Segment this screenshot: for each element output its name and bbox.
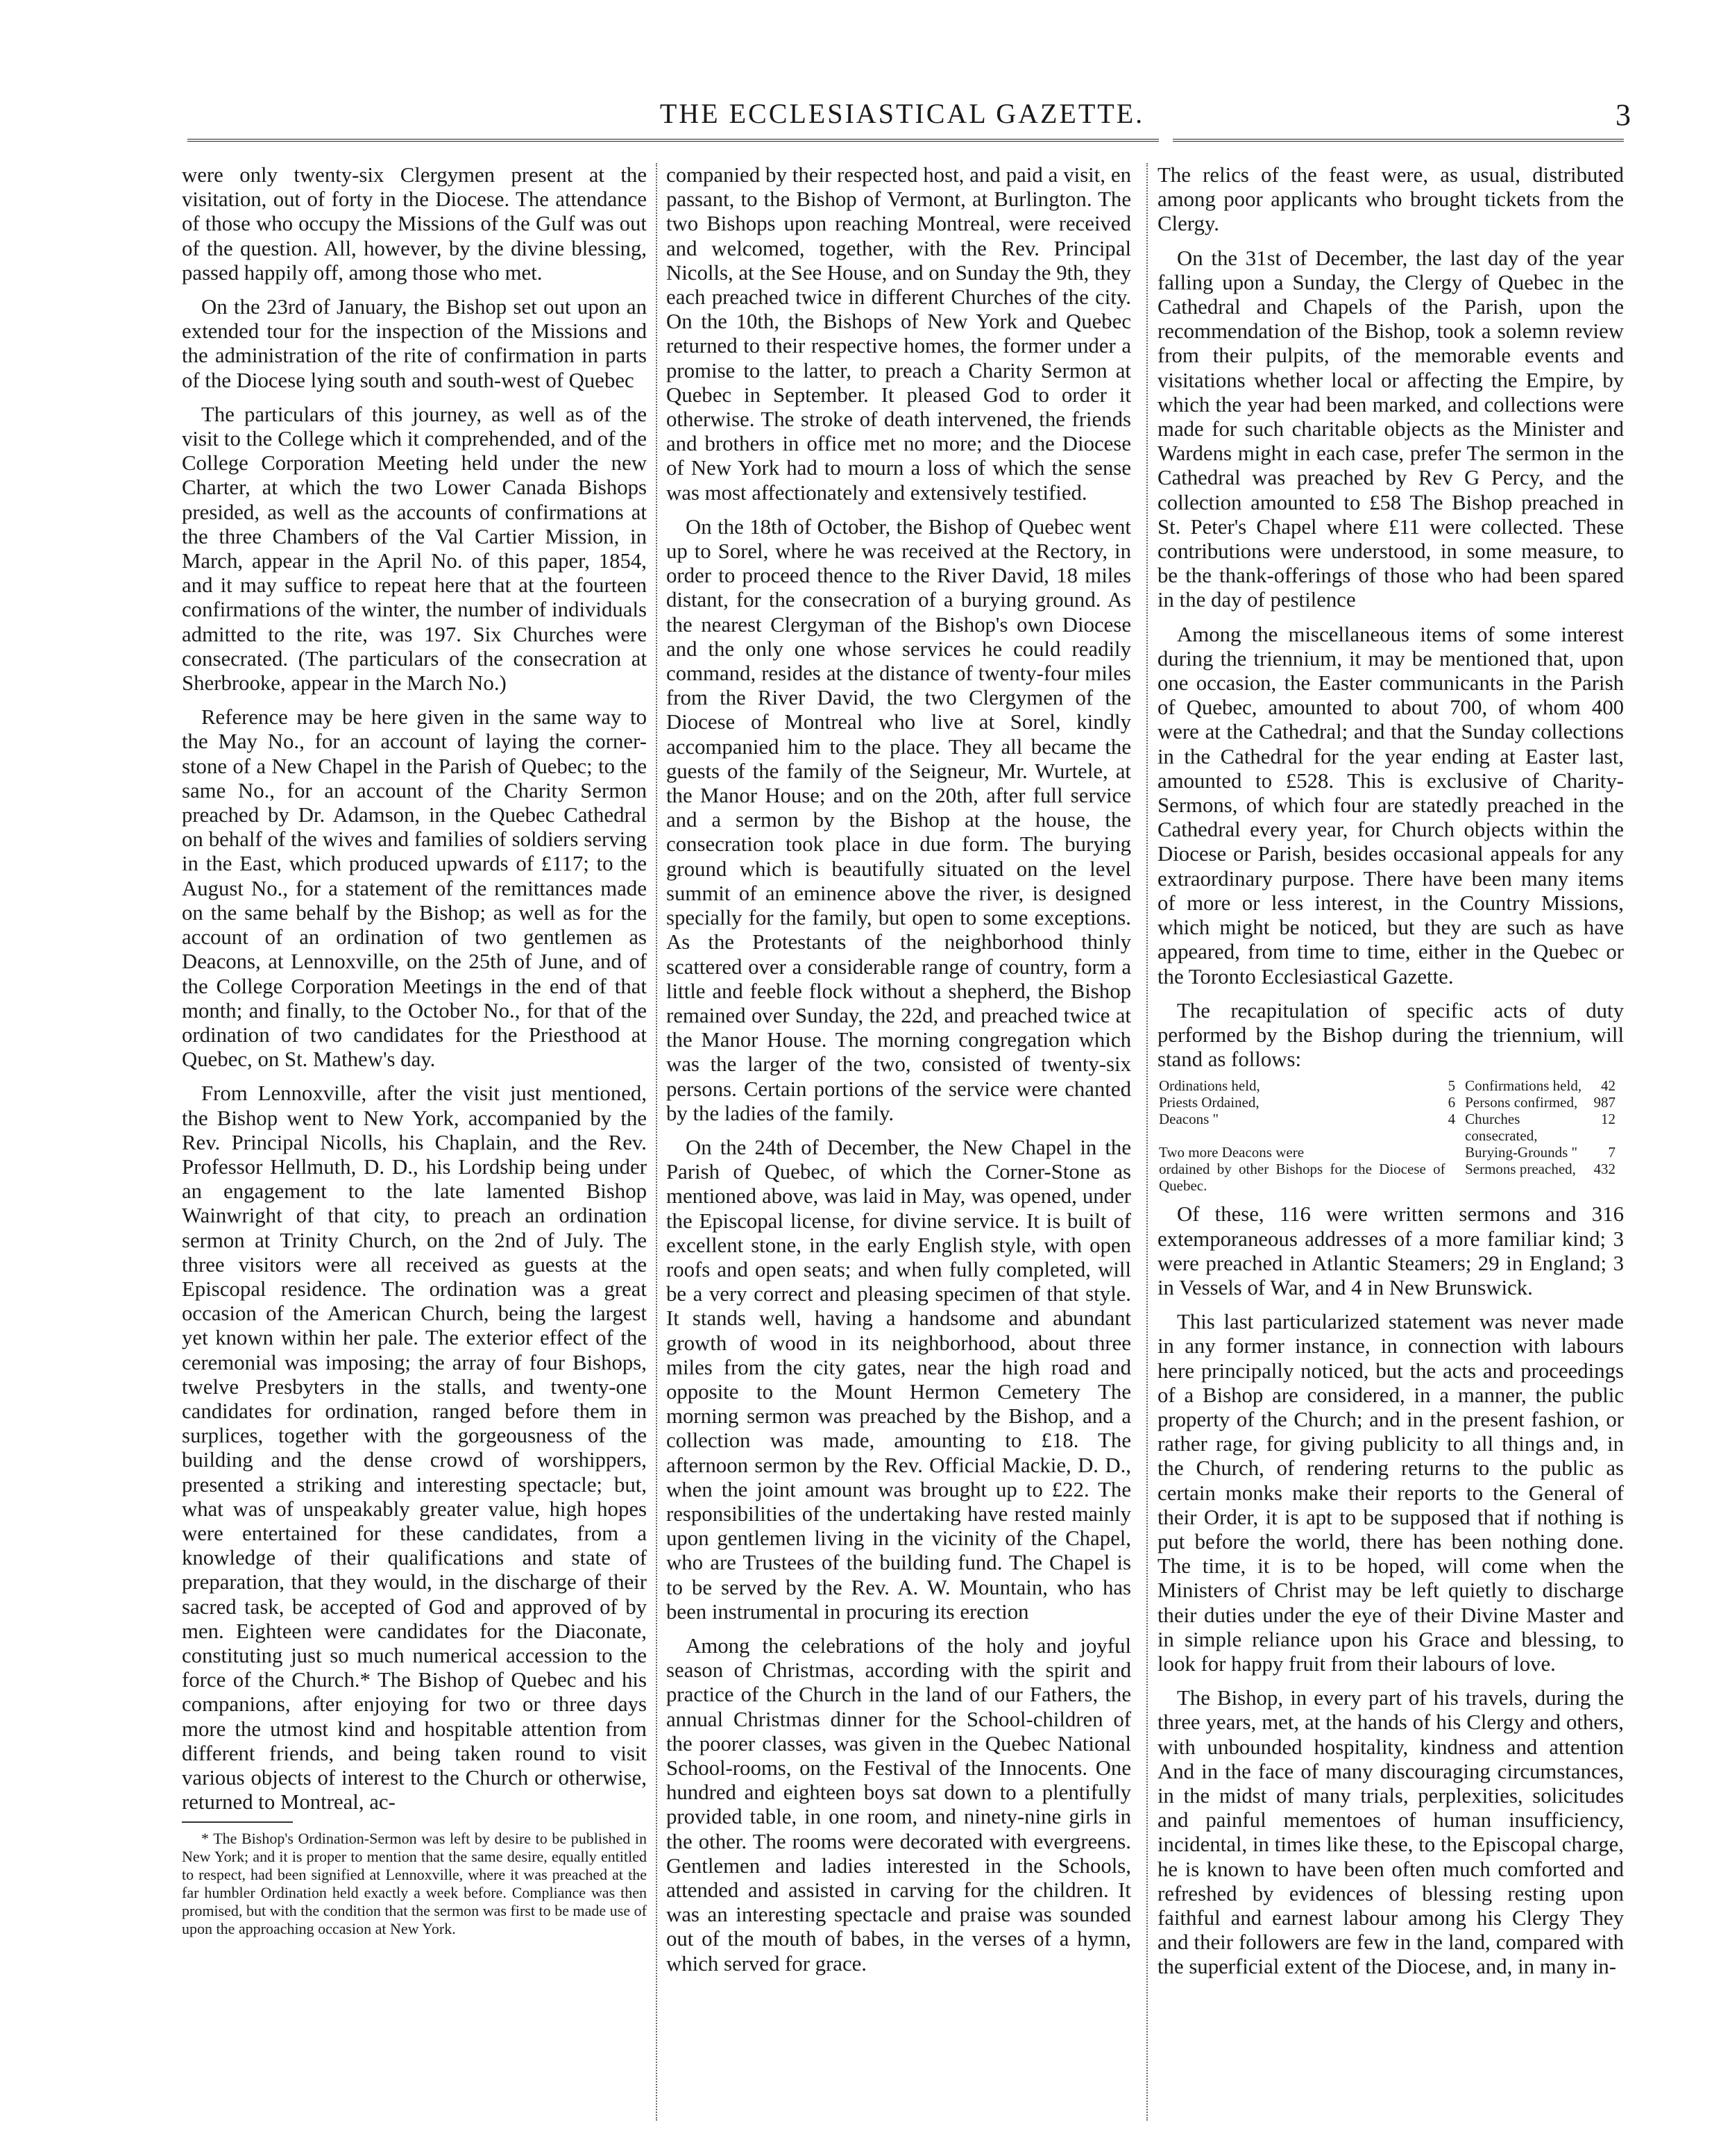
table-row	[1157, 1094, 1624, 1111]
column-3	[1157, 163, 1624, 2121]
table-cell	[1447, 1161, 1464, 1194]
paragraph: On the 23rd of January, the Bishop set out upon an extended tour for the inspection of the Missions and the administration of the rite of confirmation in parts of the Diocese lying south and south-west of Quebec	[182, 295, 647, 392]
paragraph: The particulars of this journey, as well as of the visit to the College which it comprehended, and of the College Corporation Meeting held under the new Charter, at which the two Lower Canada Bishops presided, as well as the accounts of confirmations at the three Chambers of the Val Cartier Mission, in March, appear in the April No. of this paper, 1854, and it may suffice to repeat here that at the fourteen confirmations of the winter, the number of individuals admitted to the rite, was 197. Six Churches were consecrated. (The particulars of the consecration at Sherbrooke, appear in the March No.)	[182, 402, 647, 696]
page-number: 3	[1615, 98, 1631, 132]
column-divider	[1146, 163, 1148, 2121]
table-cell: 5	[1448, 1077, 1456, 1095]
table-cell: 7	[1608, 1144, 1615, 1161]
paragraph: Of these, 116 were written sermons and 316 extemporaneous addresses of a more familiar kind; 3 were preached in Atlantic Steamers; 29 in England; 3 in Vessels of War, and 4 in New Brunswick.	[1157, 1202, 1624, 1299]
table-row	[1157, 1111, 1624, 1144]
paragraph: On the 24th of December, the New Chapel in the Parish of Quebec, of which the Corner-Stone as mentioned above, was laid in May, was opened, under the Episcopal license, for divine service. It is built of excellent stone, in the early English style, with open roofs and open seats; and when fully completed, will be a very correct and pleasing specimen of that style. It stands well, having a handsome and abundant growth of wood in its neighborhood, about three miles from the city gates, near the high road and opposite to the Mount Hermon Cemetery The morning sermon was preached by the Bishop, and a collection was made, amounting to £18. The afternoon sermon by the Rev. Official Mackie, D. D., when the joint amount was brought up to £22. The responsibilities of the undertaking have rested mainly upon gentlemen living in the vicinity of the Chapel, who are Trustees of the building fund. The Chapel is to be served by the Rev. A. W. Mountain, who has been instrumental in procuring its erection	[666, 1135, 1131, 1624]
paragraph: On the 18th of October, the Bishop of Quebec went up to Sorel, where he was received at the Rectory, in order to proceed thence to the River David, 18 miles distant, for the consecration of a burying ground. As the nearest Clergyman of the Bishop's own Diocese and the only one whose services he could readily command, resides at the distance of twenty-four miles from the River David, the two Clergymen of the Diocese of Montreal who live at Sorel, kindly accompanied him to the place. They all became the guests of the family of the Seigneur, Mr. Wurtele, at the Manor House; and on the 20th, after full service and a sermon by the Bishop at the house, the consecration took place in due form. The burying ground which is beautifully situated on the level summit of an eminence above the river, is designed specially for the family, but open to some exceptions. As the Protestants of the neighborhood thinly scattered over a considerable range of country, form a little and feeble flock without a shepherd, the Bishop remained over Sunday, the 22d, and preached twice at the Manor House. The morning congregation which was the larger of the two, consisted of twenty-six persons. Certain portions of the service were chanted by the ladies of the family.	[666, 514, 1131, 1125]
table-cell: Persons confirmed,	[1465, 1094, 1578, 1111]
table-row	[1157, 1077, 1624, 1094]
table-cell	[1447, 1144, 1464, 1161]
table-row	[1157, 1161, 1624, 1194]
table-row	[1157, 1144, 1624, 1161]
table-cell: ordained by other Bishops for the Diocese of Quebec.	[1159, 1161, 1445, 1195]
table-cell: 12	[1601, 1111, 1615, 1128]
footnote: * The Bishop's Ordination-Sermon was left by desire to be published in New York; and it is proper to mention that the same desire, equally entitled to respect, had been signified at Lennoxville, where it was preached at the far humbler Ordination held exactly a week before. Compliance was then promised, but with the condition that the sermon was first to be made use of upon the approaching occasion at New York.	[182, 1830, 647, 1938]
table-cell: Two more Deacons were	[1159, 1144, 1305, 1161]
paragraph: This last particularized statement was never made in any former instance, in connection with labours here principally noticed, but the acts and proceedings of a Bishop are considered, in a manner, the public property of the Church; and in the present fashion, or rather rage, for giving publicity to all things and, in the Church, of rendering returns to the public as certain monks make their reports to the General of their Order, it is apt to be supposed that if nothing is put before the world, there has been nothing done. The time, it is to be hoped, will come when the Ministers of Christ may be left quietly to discharge their duties under the eye of their Divine Master and in simple reliance upon his Grace and blessing, to look for happy fruit from their labours of love.	[1157, 1310, 1624, 1676]
header-rule-left	[187, 139, 1159, 142]
column-1	[182, 163, 647, 2121]
paragraph: From Lennoxville, after the visit just mentioned, the Bishop went to New York, accompanied by the Rev. Principal Nicolls, his Chaplain, and the Rev. Professor Hellmuth, D. D., his Lordship being under an engagement to the late lamented Bishop Wainwright of that city, to preach an ordination sermon at Trinity Church, on the 2nd of July. The three visitors were all received as guests at the Episcopal residence. The ordination was a great occasion of the American Church, being the largest yet known within her pale. The exterior effect of the ceremonial was imposing; the array of four Bishops, twelve Presbyters in the stalls, and twenty-one candidates for ordination, ranged before them in surplices, together with the gorgeousness of the building and the dense crowd of worshippers, presented a striking and interesting spectacle; but, what was of unspeakably greater value, high hopes were entertained for these candidates, from a knowledge of their qualifications and state of preparation, that they would, in the discharge of their sacred task, be accepted of God and approved of by men. Eighteen were candidates for the Diaconate, constituting just so much numerical accession to the force of the Church.* The Bishop of Quebec and his companions, after enjoying for two or three days more the utmost kind and hospitable attention from different friends, and being taken round to visit various objects of interest to the Church or otherwise, returned to Montreal, ac-	[182, 1081, 647, 1814]
header-rule-right	[1173, 139, 1624, 142]
column-divider	[656, 163, 657, 2121]
paragraph: On the 31st of December, the last day of the year falling upon a Sunday, the Clergy of Quebec in the Cathedral and Chapels of the Parish, upon the recommendation of the Bishop, took a solemn review from their pulpits, of the memorable events and visitations whether local or affecting the Empire, by which the year had been marked, and collections were made for such charitable objects as the Minister and Wardens might in each case, prefer The sermon in the Cathedral was preached by Rev G Percy, and the collection amounted to £58 The Bishop preached in St. Peter's Chapel where £11 were collected. These contributions were understood, in some measure, to be the thank-offerings of those who had been spared in the day of pestilence	[1157, 246, 1624, 612]
paragraph: Among the miscellaneous items of some interest during the triennium, it may be mentioned that, upon one occasion, the Easter communicants in the Parish of Quebec, amounted to about 700, of whom 400 were at the Cathedral; and that the Sunday collections in the Cathedral for the year ending at Easter last, amounted to £528. This is exclusive of Charity-Sermons, of which four are statedly preached in the Cathedral every year, for Church objects within the Diocese or Parish, besides occasional appeals for any extraordinary purpose. There have been many items of more or less interest, in the Country Missions, which might be noticed, but they are such as have appeared, from time to time, either in the Quebec or the Toronto Ecclesiastical Gazette.	[1157, 622, 1624, 988]
table-cell: Sermons preached,	[1465, 1161, 1576, 1178]
paragraph: Among the celebrations of the holy and joyful season of Christmas, according with the spirit and practice of the Church in the land of our Fathers, the annual Christmas dinner for the School-children of the poorer classes, was given in the Quebec National School-rooms, on the Festival of the Innocents. One hundred and eighteen boys sat down to a plentifully provided table, in one room, and ninety-nine girls in the other. The rooms were decorated with evergreens. Gentlemen and ladies interested in the Schools, attended and assisted in carving for the children. It was an interesting spectacle and praise was sounded out of the mouth of babes, in the verses of a hymn, which served for grace.	[666, 1633, 1131, 1976]
paragraph: were only twenty-six Clergymen present at the visitation, out of forty in the Diocese. The attendance of those who occupy the Missions of the Gulf was out of the question. All, however, by the divine blessing, passed happily off, among those who met.	[182, 163, 647, 285]
column-2	[666, 163, 1131, 2121]
table-cell: Churches consecrated,	[1465, 1111, 1538, 1145]
paragraph: companied by their respected host, and paid a visit, en passant, to the Bishop of Vermont, at Burlington. The two Bishops upon reaching Montreal, were received and welcomed, together, with the Rev. Principal Nicolls, at the See House, and on Sunday the 9th, they each preached twice in different Churches of the city. On the 10th, the Bishops of New York and Quebec returned to their respective homes, the former under a promise to the latter, to preach a Charity Sermon at Quebec in September. It pleased God to order it otherwise. The stroke of death intervened, the friends and brothers in office met no more; and the Diocese of New York had to mourn a loss of which the sense was most affectionately and extensively testified.	[666, 163, 1131, 505]
footnote-rule	[182, 1821, 293, 1823]
recapitulation-table	[1157, 1077, 1624, 1194]
table-cell: Deacons "	[1159, 1111, 1219, 1128]
table-cell: 4	[1448, 1111, 1456, 1128]
table-cell: 6	[1448, 1094, 1456, 1111]
paragraph: The recapitulation of specific acts of duty performed by the Bishop during the triennium, will stand as follows:	[1157, 998, 1624, 1072]
paragraph: The relics of the feast were, as usual, distributed among poor applicants who brought tickets from the Clergy.	[1157, 163, 1624, 236]
running-title: THE ECCLESIASTICAL GAZETTE.	[659, 98, 1145, 129]
paragraph: The Bishop, in every part of his travels, during the three years, met, at the hands of his Clergy and others, with unbounded hospitality, kindness and attention And in the face of many discouraging circumstances, in the midst of many trials, perplexities, solicitudes and painful mementoes of human insufficiency, incidental, in times like these, to the Episcopal charge, he is known to have been often much comforted and refreshed by evidences of blessing resting upon faithful and earnest labour among his Clergy They and their followers are few in the land, compared with the superficial extent of the Diocese, and, in many in-	[1157, 1686, 1624, 1979]
table-cell: Ordinations held,	[1159, 1077, 1260, 1095]
table-cell: 42	[1601, 1077, 1615, 1095]
table-cell: 432	[1593, 1161, 1615, 1178]
paragraph: Reference may be here given in the same way to the May No., for an account of laying the corner-stone of a New Chapel in the Parish of Quebec; to the same No., for an account of the Charity Sermon preached by Dr. Adamson, in the Quebec Cathedral on behalf of the wives and families of soldiers serving in the East, which produced upwards of £117; to the August No., for a statement of the remittances made on the same behalf by the Bishop; as well as for the account of an ordination of two gentlemen as Deacons, at Lennoxville, on the 25th of June, and of the College Corporation Meetings in the end of that month; and finally, to the October No., for that of the ordination of two candidates for the Priesthood at Quebec, on St. Mathew's day.	[182, 705, 647, 1072]
table-cell: Burying-Grounds "	[1465, 1144, 1578, 1161]
table-cell: Confirmations held,	[1465, 1077, 1582, 1095]
table-cell: Priests Ordained,	[1159, 1094, 1260, 1111]
table-cell: 987	[1593, 1094, 1615, 1111]
